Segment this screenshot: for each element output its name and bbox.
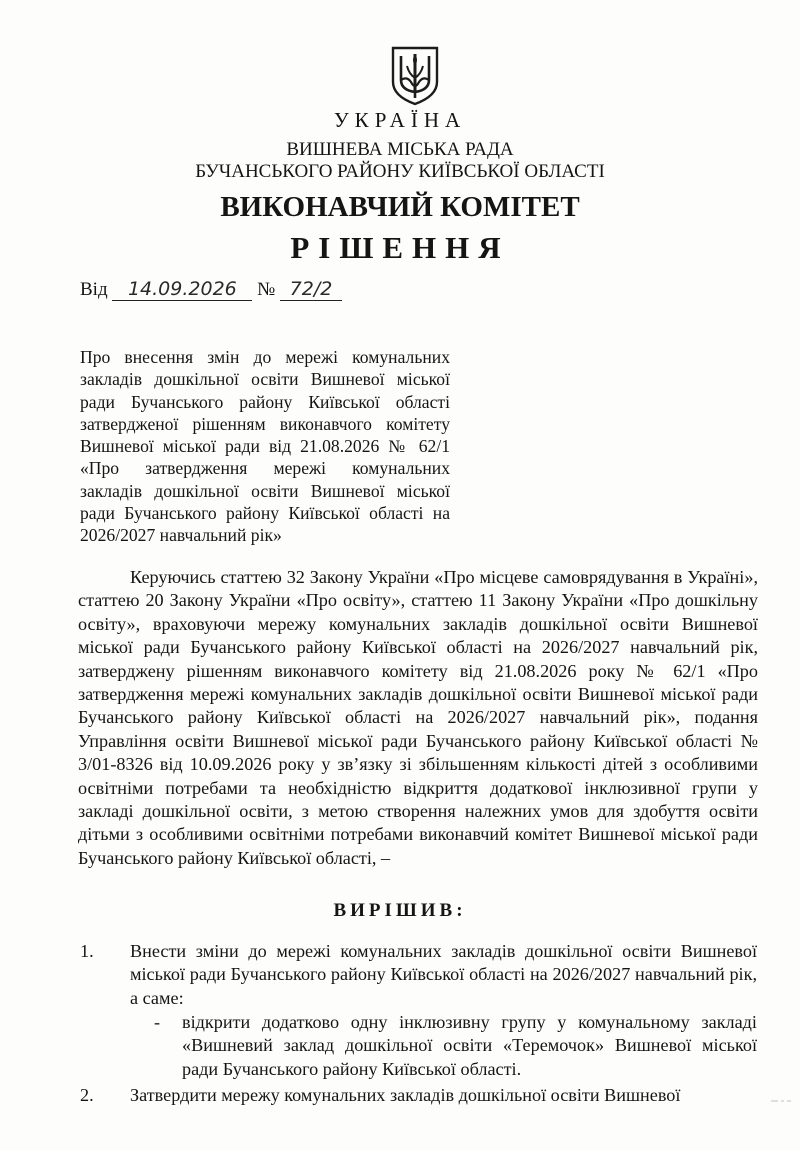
preamble-paragraph: Керуючись статтею 32 Закону України «Про місцеве самоврядування в Україні», статтею 20 Закону України «Про освіту», статтею 11 Закону України «Про дошкільну освіту», враховуючи мережу комунальних закладів дошкільної освіти Вишневої міської ради Бучанського району Київської області на 2026/2027 навчальний рік, затверджену рішенням виконавчого комітету від 21.08.2026 року № 62/1 «Про затвердження мережі комунальних закладів дошкільної освіти Вишневої міської ради Бучанського району Київської області на 2026/2027 навчальний рік», подання Управління освіти Вишневої міської ради Бучанського району Київської області № 3/01-8326 від 10.09.2026 року у зв’язку зі збільшенням кількості дітей з особливими освітніми потребами та необхідністю відкриття додаткової інклюзивної групи у закладі дошкільної освіти, з метою створення належних умов для здобуття освіти дітьми з особливими освітніми потребами виконавчий комітет Вишневої міської ради Бучанського району Київської області, – bbox=[78, 567, 758, 868]
number-label: № bbox=[257, 279, 276, 300]
sub-item-dash: - bbox=[154, 1012, 161, 1032]
committee-title: ВИКОНАВЧИЙ КОМІТЕТ bbox=[220, 191, 580, 223]
resolved-heading: ВИРІШИВ: bbox=[333, 900, 467, 921]
handwritten-date: 14.09.2026 bbox=[112, 278, 252, 301]
council-name-line1: ВИШНЕВА МІСЬКА РАДА bbox=[286, 139, 514, 160]
council-name-line2: БУЧАНСЬКОГО РАЙОНУ КИЇВСЬКОЇ ОБЛАСТІ bbox=[195, 161, 605, 182]
decision-subject: Про внесення змін до мережі комунальних закладів дошкільної освіти Вишневої міської ради Бучанського району Київської області затвердженої рішенням виконавчого комітету Вишневої міської ради від 21.08.2026 № 62/1 «Про затвердження мережі комунальних закладів дошкільної освіти Вишневої міської ради Бучанського району Київської області на 2026/2027 навчальний рік» bbox=[80, 347, 450, 546]
item-text: Затвердити мережу комунальних закладів дошкільної освіти Вишневої bbox=[130, 1085, 681, 1105]
trident-emblem-icon bbox=[387, 42, 443, 106]
scan-artifact-icon bbox=[770, 1098, 792, 1104]
item-number: 2. bbox=[80, 1085, 94, 1105]
item-text: Внести зміни до мережі комунальних закладів дошкільної освіти Вишневої міської ради Бучанського району Київської області на 2026/2027 навчальний рік, а саме: bbox=[130, 941, 757, 1008]
date-label: Від bbox=[80, 279, 108, 300]
item-number: 1. bbox=[80, 941, 94, 961]
country-name: УКРАЇНА bbox=[333, 108, 467, 132]
sub-item-text: відкрити додатково одну інклюзивну групу у комунальному закладі «Вишневий заклад дошкільної освіти «Теремочок» Вишневої міської ради Бучанського району Київської області. bbox=[182, 1012, 757, 1079]
dateline bbox=[80, 278, 342, 301]
document-type-title: РІШЕННЯ bbox=[290, 230, 510, 265]
handwritten-number: 72/2 bbox=[280, 278, 342, 301]
